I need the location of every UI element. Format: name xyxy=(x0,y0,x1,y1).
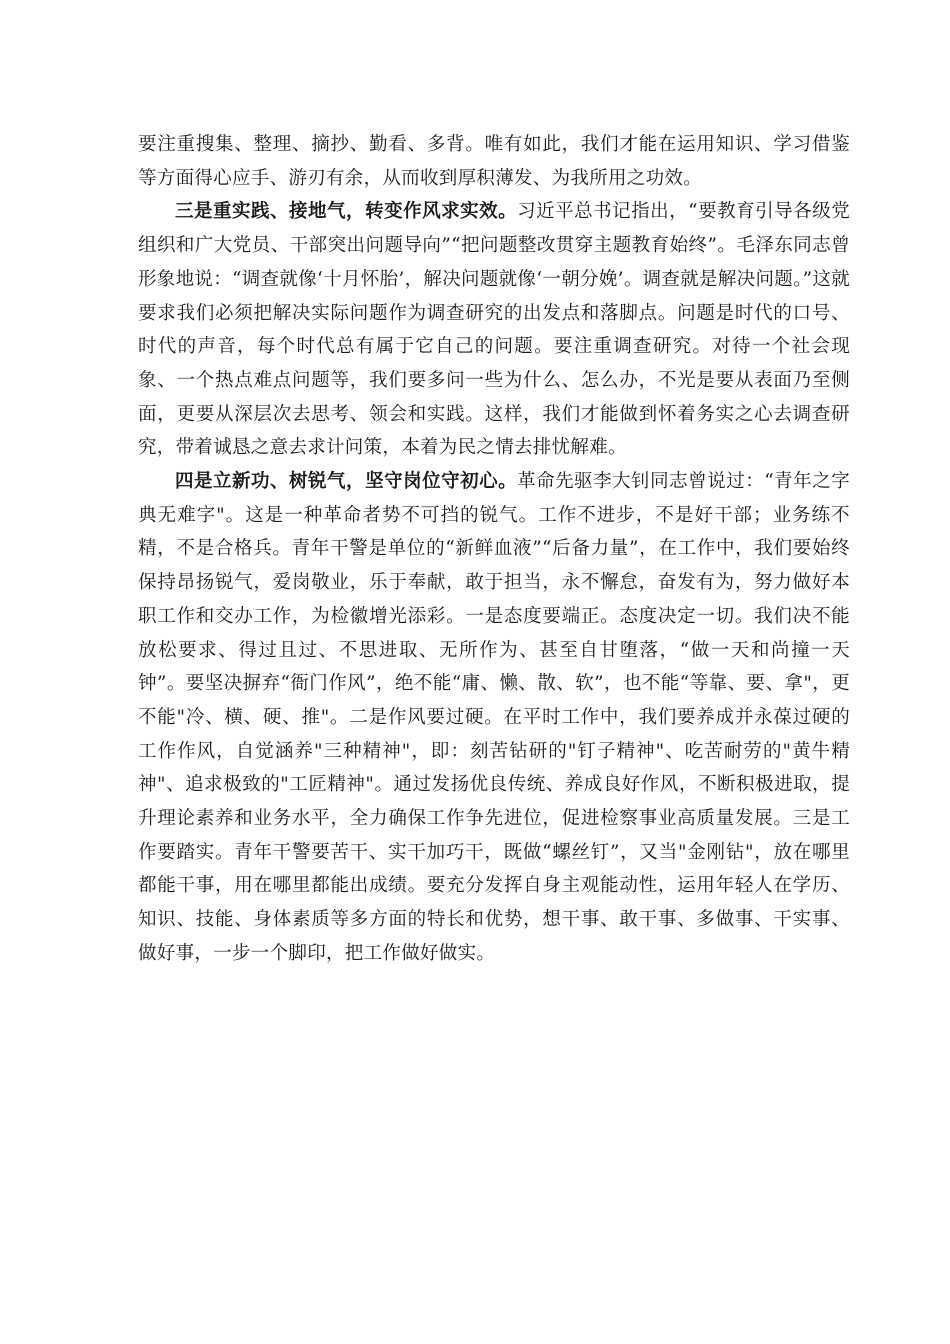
paragraph-text: 习近平总书记指出，“要教育引导各级党组织和广大党员、干部突出问题导向”“把问题整改贯穿主题教育始终”。毛泽东同志曾形象地说：“调查就像‘十月怀胎’，解决问题就像‘一朝分娩’。调查就是解决问题。”这就要求我们必须把解决实际问题作为调查研究的出发点和落脚点。问题是时代的口号、时代的声音，每个时代总有属于它自己的问题。要注重调查研究。对待一个社会现象、一个热点难点问题等，我们要多问一些为什么、怎么办，不光是要从表面乃至侧面，更要从深层次去思考、领会和实践。这样，我们才能做到怀着务实之心去调查研究，带着诚恳之意去求计问策，本着为民之情去排忧解难。 xyxy=(138,201,850,459)
paragraph-continuation xyxy=(138,128,850,195)
section-four-heading: 四是立新功、树锐气，坚守岗位守初心。 xyxy=(175,471,518,493)
section-three-heading: 三是重实践、接地气，转变作风求实效。 xyxy=(175,201,518,223)
paragraph-text: 革命先驱李大钊同志曾说过：“青年之字典无难字"。这是一种革命者势不可挡的锐气。工作不进步，不是好干部；业务练不精，不是合格兵。青年干警是单位的“新鲜血液”“后备力量”，在工作中，我们要始终保持昂扬锐气，爱岗敬业，乐于奉献，敢于担当，永不懈怠，奋发有为，努力做好本职工作和交办工作，为检徽增光添彩。一是态度要端正。态度决定一切。我们决不能放松要求、得过且过、不思进取、无所作为、甚至自甘堕落，“做一天和尚撞一天钟”。要坚决摒弃“衙门作风”，绝不能“庸、懒、散、软”，也不能“等靠、要、拿"，更不能"冷、横、硬、推"。二是作风要过硬。在平时工作中，我们要养成并永葆过硬的工作作风，自觉涵养"三种精神"，即：刻苦钻研的"钉子精神"、吃苦耐劳的"黄牛精神"、追求极致的"工匠精神"。通过发扬优良传统、养成良好作风，不断积极进取，提升理论素养和业务水平，全力确保工作争先进位，促进检察事业高质量发展。三是工作要踏实。青年干警要苦干、实干加巧干，既做“螺丝钉”，又当"金刚钻"，放在哪里都能干事，用在哪里都能出成绩。要充分发挥自身主观能动性，运用年轻人在学历、知识、技能、身体素质等多方面的特长和优势，想干事、敢干事、多做事、干实事、做好事，一步一个脚印，把工作做好做实。 xyxy=(138,471,850,964)
paragraph-text: 要注重搜集、整理、摘抄、勤看、多背。唯有如此，我们才能在运用知识、学习借鉴等方面得心应手、游刃有余，从而收到厚积薄发、为我所用之功效。 xyxy=(138,134,850,189)
document-body xyxy=(138,128,850,971)
paragraph-section-four xyxy=(138,465,850,971)
paragraph-section-three xyxy=(138,195,850,465)
